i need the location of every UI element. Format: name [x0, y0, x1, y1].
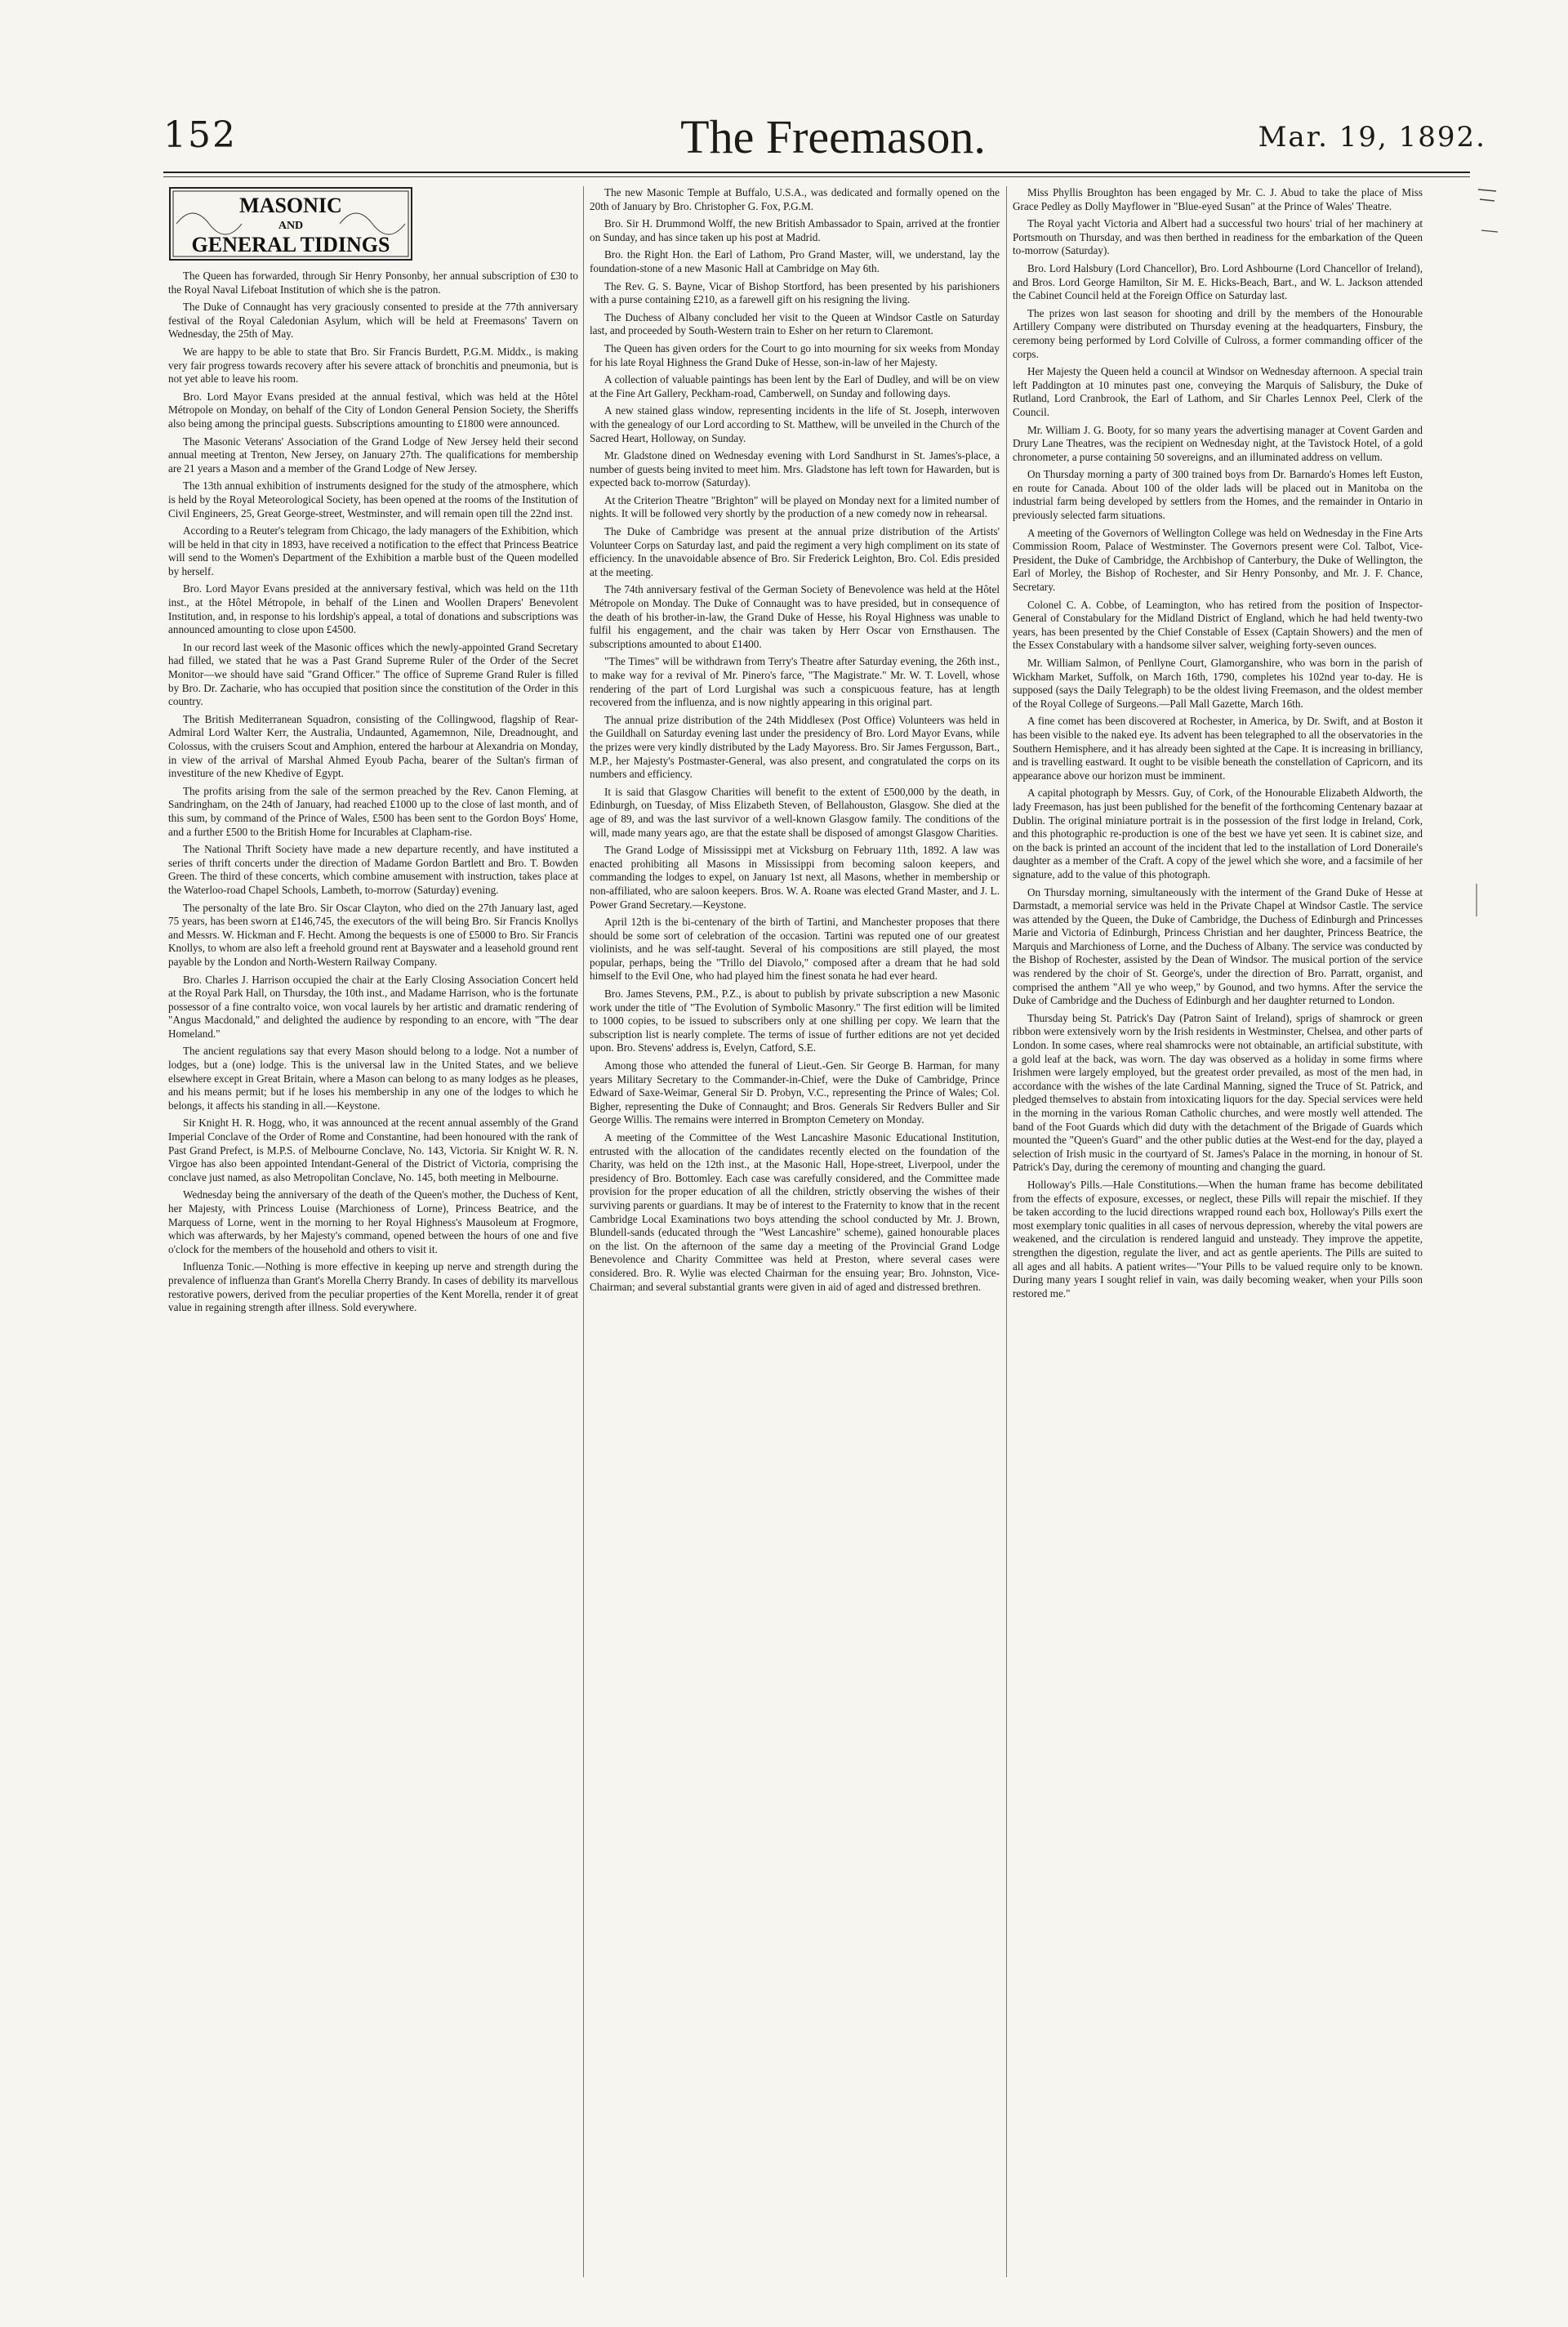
- header-rule: [163, 172, 1470, 173]
- article-paragraph: The Duke of Cambridge was present at the annual prize distribution of the Artists' Volunteer Corps on Saturday last, and paid the regiment a very high compliment on its state of efficiency. In the unavoidable absence of Bro. Sir Frederick Leighton, Bro. Col. Edis presided at the meeting.: [590, 525, 1000, 578]
- article-paragraph: The Duchess of Albany concluded her visit to the Queen at Windsor Castle on Saturday last, and proceeded by South-Western train to Esher on her return to Claremont.: [590, 310, 1000, 337]
- masthead: [163, 110, 1503, 180]
- article-paragraph: In our record last week of the Masonic offices which the newly-appointed Grand Secretary had filled, we stated that he was a Past Grand Supreme Ruler of the Order of the Secret Monitor—we should have said "Grand Officer." The office of Supreme Grand Ruler is filled by Bro. Dr. Zacharie, who has occupied that position since the constitution of the Order in this country.: [168, 640, 578, 708]
- article-paragraph: Miss Phyllis Broughton has been engaged by Mr. C. J. Abud to take the place of Miss Grace Pedley as Dolly Mayflower in "Blue-eyed Susan" at the Prince of Wales' Theatre.: [1013, 186, 1423, 212]
- article-paragraph: On Thursday morning, simultaneously with the interment of the Grand Duke of Hesse at Darmstadt, a memorial service was held in the Private Chapel at Windsor Castle. The service was attended by the Queen, the Duke of Cambridge, the Duchess of Edinburgh and Princesses Marie and Victoria of Edinburgh, Princess Christian and her daughter, Princess Beatrice, the Marquis and Marchioness of Lorne, and the Duchess of Albany. The service was conducted by the Bishop of Rochester, assisted by the Dean of Windsor. The musical portion of the service was rendered by the choir of St. George's, under the direction of Bro. Parratt, organist, and comprised the anthem "All ye who weep," by Gounod, and two hymns. After the service the Duke of Cambridge and the Duchess of Edinburgh and her daughter returned to London.: [1013, 885, 1423, 1007]
- article-paragraph: A new stained glass window, representing incidents in the life of St. Joseph, interwoven with the genealogy of our Lord according to St. Matthew, will be unveiled in the Church of the Sacred Heart, Holloway, on Sunday.: [590, 404, 1000, 444]
- article-paragraph: Mr. William Salmon, of Penllyne Court, Glamorganshire, who was born in the parish of Wickham Market, Suffolk, on March 16th, 1790, completes his 102nd year to-day. He is supposed (says the Daily Telegraph) to be the oldest living Freemason, and the oldest member of the Royal College of Surgeons.—Pall Mall Gazette, March 16th.: [1013, 657, 1423, 710]
- article-paragraph: The ancient regulations say that every Mason should belong to a lodge. Not a number of lodges, but a (one) lodge. This is the universal law in the United States, and we believe elsewhere except in Great Britain, where a Mason can belong to as many lodges as he pleases, and his means permit; but if he loses his membership in any one of the lodges to which he belongs, it affects his standing in all.—Keystone.: [168, 1045, 578, 1112]
- article-paragraph: "The Times" will be withdrawn from Terry's Theatre after Saturday evening, the 26th inst., to make way for a revival of Mr. Pinero's farce, "The Magistrate." Mr. W. T. Lovell, whose rendering of the part of Lord Lurgishal was such a conspicuous feature, has at length recovered from the influenza, and is now nightly appearing in this original part.: [590, 655, 1000, 709]
- article-paragraph: We are happy to be able to state that Bro. Sir Francis Burdett, P.G.M. Middx., is making very fair progress towards recovery after his severe attack of bronchitis and pneumonia, but is not yet able to leave his room.: [168, 345, 578, 386]
- article-paragraph: The Duke of Connaught has very graciously consented to preside at the 77th anniversary festival of the Royal Caledonian Asylum, which will be held at Freemasons' Tavern on Wednesday, the 25th of May.: [168, 301, 578, 341]
- article-paragraph: At the Criterion Theatre "Brighton" will be played on Monday next for a limited number of nights. It will be followed very shortly by the production of a new comedy now in rehearsal.: [590, 493, 1000, 520]
- article-paragraph: Bro. Charles J. Harrison occupied the chair at the Early Closing Association Concert held at the Royal Park Hall, on Thursday, the 10th inst., and Madame Harrison, who is the fortunate possessor of a fine contralto voice, won vocal laurels by her artistic and dramatic rendering of "Angus Macdonald," and delighted the audience by responding to an encore, with "The dear Homeland.": [168, 973, 578, 1040]
- article-paragraph: Bro. Lord Mayor Evans presided at the anniversary festival, which was held on the 11th inst., at the Hôtel Métropole, in behalf of the Linen and Woollen Drapers' Benevolent Institution, and, in response to his lordship's appeal, a total of donations and subscriptions was announced amounting to close upon £4500.: [168, 582, 578, 636]
- article-paragraph: The Queen has given orders for the Court to go into mourning for six weeks from Monday for his late Royal Highness the Grand Duke of Hesse, son-in-law of her Majesty.: [590, 341, 1000, 368]
- article-paragraph: Holloway's Pills.—Hale Constitutions.—When the human frame has become debilitated from the effects of exposure, excesses, or neglect, these Pills will repair the mischief. If they be taken according to the lucid directions wrapped round each box, Holloway's Pills exert the most exemplary tonic qualities in all cases of nervous depression, whereby the vital powers are weakened, and the circulation is rendered languid and unsteady. They improve the appetite, strengthen the digestion, regulate the liver, and act as gentle aperients. The Pills are suited to all ages and all habits. A patient writes—"Your Pills to be valued require only to be known. During many years I sought relief in vain, was daily becoming weaker, when your Pills soon restored me.": [1013, 1178, 1423, 1299]
- article-paragraph: A collection of valuable paintings has been lent by the Earl of Dudley, and will be on view at the Fine Art Gallery, Peckham-road, Camberwell, on Sunday and following days.: [590, 373, 1000, 399]
- article-paragraph: Bro. James Stevens, P.M., P.Z., is about to publish by private subscription a new Masonic work under the title of "The Evolution of Symbolic Masonry." The first edition will be limited to 1000 copies, to be issued to subscribers only at one shilling per copy. We learn that the subscription list is nearly complete. The terms of issue of further editions are not yet decided upon. Bro. Stevens' address is, Evelyn, Catford, S.E.: [590, 987, 1000, 1054]
- article-paragraph: Bro. the Right Hon. the Earl of Lathom, Pro Grand Master, will, we understand, lay the foundation-stone of a new Masonic Hall at Cambridge on May 6th.: [590, 248, 1000, 274]
- article-paragraph: The prizes won last season for shooting and drill by the members of the Honourable Artillery Company were distributed on Thursday evening at the headquarters, Finsbury, the ceremony being performed by Lord Colville of Culross, a former commanding officer of the corps.: [1013, 306, 1423, 360]
- article-paragraph: The National Thrift Society have made a new departure recently, and have instituted a series of thrift concerts under the direction of Madame Gordon Bartlett and Bro. T. Bowden Green. The third of these concerts, which combine amusement with instruction, takes place at the Waterloo-road Chapel Schools, Lambeth, to-morrow (Saturday) evening.: [168, 843, 578, 896]
- article-paragraph: The Queen has forwarded, through Sir Henry Ponsonby, her annual subscription of £30 to the Royal Naval Lifeboat Institution of which she is the patron.: [168, 270, 578, 296]
- article-paragraph: According to a Reuter's telegram from Chicago, the lady managers of the Exhibition, which will be held in that city in 1893, have received a notification to the effect that Princess Beatrice will send to the Women's Department of the Exhibition a marble bust of the Queen modelled by herself.: [168, 524, 578, 577]
- header-rule-thin: [163, 176, 1470, 177]
- article-paragraph: Thursday being St. Patrick's Day (Patron Saint of Ireland), sprigs of shamrock or green ribbon were extensively worn by the Irish residents in Westminster, Chelsea, and other parts of London. In some cases, where real shamrocks were not obtainable, an artificial substitute, with a gold leaf at the back, was worn. The day was observed as a holiday in some firms where Irishmen were largely employed, but the greatest order prevailed, as most of the men had, in accordance with the wishes of the late Cardinal Manning, signed the Truce of St. Patrick, and pledged themselves to abstain from intoxicating liquors for the day. Special services were held in the morning in the various Roman Catholic churches, and were mostly well attended. The band of the Foot Guards which did duty with the detachment of the Brigade of Guards which mounted the "Queen's Guard" and the other public duties at the West-end for the day, played a selection of Irish music in the courtyard of St. James's Palace in the morning, in honour of St. Patrick's Day, during the ceremony of mounting and changing the guard.: [1013, 1011, 1423, 1174]
- article-paragraph: Bro. Lord Halsbury (Lord Chancellor), Bro. Lord Ashbourne (Lord Chancellor of Ireland), and Bros. Lord George Hamilton, Sir M. E. Hicks-Beach, Bart., and W. L. Jackson attended the Cabinet Council held at the Foreign Office on Saturday last.: [1013, 261, 1423, 302]
- article-paragraph: The new Masonic Temple at Buffalo, U.S.A., was dedicated and formally opened on the 20th of January by Bro. Christopher G. Fox, P.G.M.: [590, 186, 1000, 212]
- article-paragraph: The 74th anniversary festival of the German Society of Benevolence was held at the Hôtel Métropole on Monday. The Duke of Connaught was to have presided, but in consequence of the death of his brother-in-law, the Grand Duke of Hesse, his Royal Highness was unable to fulfil his engagement, and the chair was taken by Herr Oscar von Ernsthausen. The subscriptions amounted to about £1400.: [590, 583, 1000, 650]
- article-paragraph: Bro. Sir H. Drummond Wolff, the new British Ambassador to Spain, arrived at the frontier on Sunday, and has since taken up his post at Madrid.: [590, 217, 1000, 243]
- article-paragraph: Sir Knight H. R. Hogg, who, it was announced at the recent annual assembly of the Grand Imperial Conclave of the Order of Rome and Constantine, had been honoured with the rank of Past Grand Prefect, is M.P.S. of Melbourne Conclave, No. 143, Victoria. Sir Knight W. R. N. Virgoe has also been appointed Intendant-General of the District of Victoria, comprising the conclave just named, as also Metropolitan Conclave, No. 145, both meeting in Melbourne.: [168, 1117, 578, 1184]
- article-paragraph: The Royal yacht Victoria and Albert had a successful two hours' trial of her machinery at Portsmouth on Thursday, and was then berthed in readiness for the embarkation of the Queen to-morrow (Saturday).: [1013, 217, 1423, 257]
- banner-line3: GENERAL TIDINGS: [191, 233, 390, 256]
- issue-date: Mar. 19, 1892.: [1258, 121, 1486, 154]
- article-paragraph: On Thursday morning a party of 300 trained boys from Dr. Barnardo's Homes left Euston, en route for Canada. About 100 of the older lads will be placed out in Manitoba on the industrial farm being developed by settlers from the Homes, and the remainder in Ontario in previously selected farm situations.: [1013, 468, 1423, 522]
- margin-marks: [1472, 181, 1504, 916]
- article-paragraph: The Masonic Veterans' Association of the Grand Lodge of New Jersey held their second annual meeting at Trenton, New Jersey, on January 27th. The qualifications for membership are 21 years a Mason and a member of the Grand Lodge of New Jersey.: [168, 435, 578, 475]
- article-paragraph: Influenza Tonic.—Nothing is more effective in keeping up nerve and strength during the prevalence of influenza than Grant's Morella Cherry Brandy. In cases of debility its marvellous restorative powers, derived from the peculiar properties of the Kent Morella, render it of great value in regaining strength after illness. Sold everywhere.: [168, 1260, 578, 1314]
- article-paragraph: It is said that Glasgow Charities will benefit to the extent of £500,000 by the death, in Edinburgh, on Tuesday, of Miss Elizabeth Steven, of Bellahouston, Glasgow. She died at the age of 89, and was the last survivor of a well-known Glasgow family. The conditions of the will, made many years ago, are that the estate shall be disposed of amongst Glasgow Charities.: [590, 785, 1000, 839]
- article-paragraph: April 12th is the bi-centenary of the birth of Tartini, and Manchester proposes that there should be some sort of celebration of the occasion. Tartini was reputed one of our greatest violinists, and he was self-taught. Several of his compositions are still played, the most popular, perhaps, being the "Trillo del Diavolo," composed after a dream that he had sold himself to the Evil One, who had played him the finest sonata he had ever heard.: [590, 916, 1000, 983]
- article-paragraph: A capital photograph by Messrs. Guy, of Cork, of the Honourable Elizabeth Aldworth, the lady Freemason, has just been published for the benefit of the forthcoming Centenary bazaar at Dublin. The original miniature portrait is in the possession of the first lodge in Ireland, Cork, and this photographic re-production is one of the best we have yet seen. It is cabinet size, and on the back is printed an account of the incident that led to the installation of Lord Doneraile's daughter as a member of the Craft. A copy of the jewel which she wore, and a facsimile of her signature, add to the value of this photograph.: [1013, 787, 1423, 880]
- article-paragraph: A meeting of the Governors of Wellington College was held on Wednesday in the Fine Arts Commission Room, Palace of Westminster. The Governors present were Col. Talbot, Vice-President, the Duke of Cambridge, the Archbishop of Canterbury, the Duke of Wellington, the Earl of Morley, the Bishop of Rochester, and Sir Henry Ponsonby, and Mr. J. F. Chance, Secretary.: [1013, 526, 1423, 594]
- article-paragraph: The personalty of the late Bro. Sir Oscar Clayton, who died on the 27th January last, aged 75 years, has been sworn at £146,745, the executors of the will being Bro. Sir Francis Knollys and Messrs. W. Hickman and F. Hecht. Among the bequests is one of £5000 to Bro. Sir Francis Knollys, to whom are also left a freehold ground rent at Bayswater and a leasehold ground rent payable by the London and North-Western Railway Company.: [168, 901, 578, 968]
- page-number: 152: [163, 114, 237, 156]
- article-paragraph: Mr. Gladstone dined on Wednesday evening with Lord Sandhurst in St. James's-place, a number of guests being invited to meet him. Mrs. Gladstone has left town for Hawarden, but is expected back to-morrow (Saturday).: [590, 449, 1000, 489]
- column-3: [1013, 186, 1423, 1304]
- article-paragraph: A meeting of the Committee of the West Lancashire Masonic Educational Institution, entrusted with the allocation of the candidates recently elected on the foundation of the Charity, was held on the 12th inst., at the Masonic Hall, Hope-street, Liverpool, under the presidency of Bro. Bottomley. Each case was carefully considered, and the Committee made provision for the proper education of all the children, strictly observing the wishes of their surviving parents or guardians. It may be of interest to the Fraternity to know that in the recent Cambridge Local Examinations two boys attending the school conducted by Mr. J. Brown, Blundell-sands (educated through the "West Lancashire" scheme), gained honourable places on the list. On the afternoon of the same day a meeting of the Provincial Grand Lodge Benevolence and Charity Committee was held at Preston, where several cases were considered. Bro. R. Wylie was elected Chairman for the ensuing year; Bro. Johnston, Vice-Chairman; and several substantial grants were given in aid of aged and distressed brethren.: [590, 1131, 1000, 1293]
- article-paragraph: The Rev. G. S. Bayne, Vicar of Bishop Stortford, has been presented by his parishioners with a purse containing £210, as a farewell gift on his resigning the living.: [590, 279, 1000, 306]
- column-divider: [1006, 186, 1007, 2277]
- article-paragraph: A fine comet has been discovered at Rochester, in America, by Dr. Swift, and at Boston it has been visible to the naked eye. Its advent has been telegraphed to all the observatories in the Southern Hemisphere, and it has already been sighted at the Cape. It is increasing in brilliancy, and is travelling eastward. It ought to be visible beneath the constellation of Capricorn, and its appearance above our horizon must be imminent.: [1013, 715, 1423, 782]
- article-paragraph: Colonel C. A. Cobbe, of Leamington, who has retired from the position of Inspector-General of Constabulary for the Midland District of England, which he had held twenty-two years, has been presented by the Chief Constable of Essex (Captain Showers) and the men of the Essex Constabulary with a handsome silver salver, weighing forty-seven ounces.: [1013, 598, 1423, 652]
- article-paragraph: Mr. William J. G. Booty, for so many years the advertising manager at Covent Garden and Drury Lane Theatres, was the recipient on Wednesday night, at the Tavistock Hotel, of a gold chronometer, a purse containing 50 sovereigns, and an illuminated address on vellum.: [1013, 423, 1423, 463]
- article-paragraph: The annual prize distribution of the 24th Middlesex (Post Office) Volunteers was held in the Guildhall on Saturday evening last under the presidency of Bro. Lord Mayor Evans, while the prizes were very kindly distributed by the Lady Mayoress. Bro. Sir James Fergusson, Bart., M.P., her Majesty's Postmaster-General, was also present, and congratulated the corps on its numbers and efficiency.: [590, 713, 1000, 781]
- article-paragraph: Among those who attended the funeral of Lieut.-Gen. Sir George B. Harman, for many years Military Secretary to the Commander-in-Chief, were the Duke of Cambridge, Prince Edward of Saxe-Weimar, General Sir D. Probyn, V.C., representing the Prince of Wales; Col. Bigher, representing the Duke of Connaught; and Bros. Generals Sir Redvers Buller and Sir George Willis. The remains were interred in Brompton Cemetery on Monday.: [590, 1059, 1000, 1126]
- banner-line1: MASONIC: [239, 194, 342, 217]
- banner-ornament: [168, 186, 413, 261]
- article-paragraph: The Grand Lodge of Mississippi met at Vicksburg on February 11th, 1892. A law was enacted prohibiting all Masons in Mississippi from becoming saloon keepers, and commanding the lodges to expel, on January 1st next, all Masons, whether in membership or non-affiliated, who are saloon keepers. Bros. W. A. Roane was elected Grand Master, and J. L. Power Grand Secretary.—Keystone.: [590, 844, 1000, 911]
- article-paragraph: The 13th annual exhibition of instruments designed for the study of the atmosphere, which is held by the Royal Meteorological Society, has been opened at the rooms of the Institution of Civil Engineers, 25, Great George-street, Westminster, and will remain open till the 22nd inst.: [168, 479, 578, 519]
- article-paragraph: Her Majesty the Queen held a council at Windsor on Wednesday afternoon. A special train left Paddington at 10 minutes past one, conveying the Marquis of Salisbury, the Duke of Rutland, Lord Cranbrook, the Earl of Lathom, and Sir Charles Lennox Peel, Clerk of the Council.: [1013, 365, 1423, 418]
- article-paragraph: The British Mediterranean Squadron, consisting of the Collingwood, flagship of Rear-Admiral Lord Walter Kerr, the Australia, Undaunted, Agamemnon, Nile, Dreadnought, and Colossus, with the cruisers Scout and Amphion, entered the harbour at Alexandria on Monday, in view of the arrival of Marshal Ahmed Eyoub Pacha, bearer of the Sultan's firman of investiture of the new Khedive of Egypt.: [168, 712, 578, 780]
- column-divider: [583, 186, 584, 2277]
- paper-title: The Freemason.: [680, 110, 986, 163]
- column-1: [168, 270, 578, 1319]
- column-2: [590, 186, 1000, 1298]
- article-paragraph: Bro. Lord Mayor Evans presided at the annual festival, which was held at the Hôtel Métropole on Monday, on behalf of the City of London General Pension Society, the Sheriffs also being among the principal guests. Subscriptions amounting to £1800 were announced.: [168, 390, 578, 430]
- article-paragraph: Wednesday being the anniversary of the death of the Queen's mother, the Duchess of Kent, her Majesty, with Princess Louise (Marchioness of Lorne), Princess Beatrice, and the Marquess of Lorne, went in the morning to her Royal Highness's Mausoleum at Frogmore, which was afterwards, by her Majesty's command, opened between the hours of one and five o'clock for the members of the household and others to visit it.: [168, 1188, 578, 1255]
- banner-line2: AND: [278, 220, 304, 232]
- section-banner: [168, 186, 413, 261]
- article-paragraph: The profits arising from the sale of the sermon preached by the Rev. Canon Fleming, at Sandringham, on the 24th of January, had reached £1000 up to the close of last month, and of this sum, by command of the Prince of Wales, £500 has been sent to the Gordon Boys' Home, and a further £500 to the British Home for Incurables at Clapham-rise.: [168, 784, 578, 838]
